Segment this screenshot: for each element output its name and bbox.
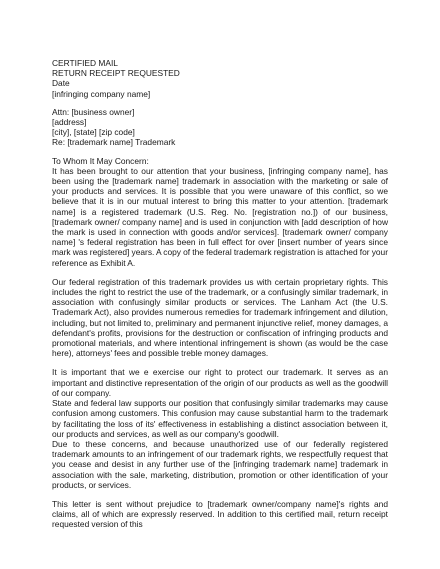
return-receipt-line: RETURN RECEIPT REQUESTED: [52, 68, 180, 79]
paragraph-federal-rights: Our federal registration of this trademark provides us with certain proprietary rights. This includes the right to restrict the use of the trademark, or a confusingly similar trademark, in association with confusingly similar products or services. The Lanham Act (the U.S. Trademark Act), also provides numerous remedies for trademark infringement and dilution, including, but not limited to, preliminary and permanent injunctive relief, money damages, a defendant's profits, provisions for the destruction or confiscation of infringing products and promotional materials, and where intentional infringement is shown (as would be the case here), attorneys' fees and possible treble money damages.: [52, 276, 388, 359]
city-state-zip-line: [city], [state] [zip code]: [52, 127, 135, 138]
letter-page: [52, 58, 388, 530]
paragraph-law-support: State and federal law supports our position that confusingly similar trademarks may cause confusion among customers. This confusion may cause substantial harm to the trademark by facilitating the loss of its' effectiveness in establishing a distinct association between it, our products and services, as well as our company's goodwill.: [52, 398, 388, 439]
street-line: [address]: [52, 117, 87, 128]
paragraph-reservation: This letter is sent without prejudice to [trademark owner/company name]'s rights and claims, all of which are expressly reserved. In addition to this certified mail, return receipt requested version of this: [52, 498, 388, 530]
mail-header: [52, 58, 388, 99]
attn-line: Attn: [business owner]: [52, 106, 135, 117]
paragraph-protect-trademark: It is important that we e exercise our right to protect our trademark. It serves as an important and distinctive representation of the origin of our products as well as the goodwill of our company.: [52, 367, 388, 398]
subject-line: Re: [trademark name] Trademark: [52, 137, 176, 148]
paragraph-cease-desist: Due to these concerns, and because unauthorized use of our federally registered trademark amounts to an infringement of our trademark rights, we respectfully request that you cease and desist in any further use of the [infringing trademark name] trademark in association with the sale, marketing, distribution, promotion or other identification of your products, or services.: [52, 438, 388, 490]
certified-mail-line: CERTIFIED MAIL: [52, 58, 118, 68]
salutation: To Whom It May Concern:: [52, 155, 149, 166]
recipient-company-line: [infringing company name]: [52, 88, 151, 99]
paragraph-infringement-notice: It has been brought to our attention that your business, [infringing company name], has been using the [trademark name] trademark in association with the marketing or sale of your products and services. It is possible that you were unaware of this conflict, so we believe that it is in our mutual interest to bring this matter to your attention. [trademark name] is a registered trademark (U.S. Reg. No. [registration no.]) of our business, [trademark owner/ company name] and is used in conjunction with [add description of how the mark is used in connection with goods and/or services]. [trademark owner/ company name] 's federal registration has been in full effect for over [insert number of years since mark was registered] years. A copy of the federal trademark registration is attached for your reference as Exhibit A.: [52, 165, 388, 268]
date-line: Date: [52, 78, 70, 89]
recipient-address: [52, 107, 388, 148]
